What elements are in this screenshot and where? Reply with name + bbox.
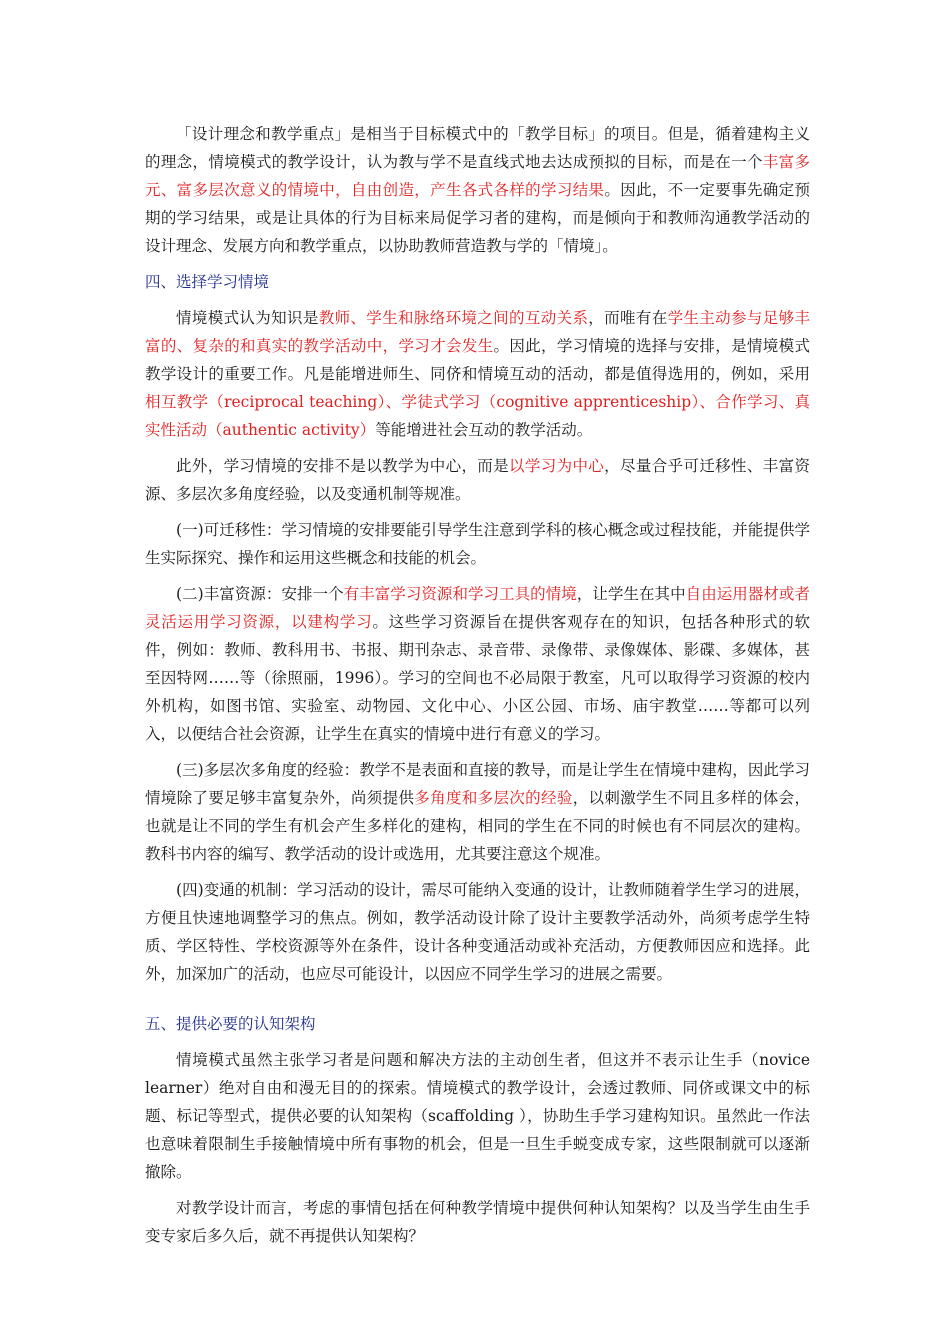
highlighted-text: 有丰富学习资源和学习工具的情境 [343,585,577,603]
paragraph-learning-centered [145,452,810,508]
text-run: 此外，学习情境的安排不是以教学为中心，而是 [176,457,510,475]
highlighted-text: 以学习为中心 [509,457,605,475]
paragraph-knowledge [145,304,810,444]
text-run: ，让学生在其中 [576,585,686,603]
highlighted-text: 丰富多元、富多层次意义的情境中，自由创造，产生各式各样的学习结果 [145,153,810,199]
text-run: 。这些学习资源旨在提供客观存在的知识，包括各种形式的软件，例如：教师、教科用书、书报、期刊杂志、录音带、录像带、录像媒体、影碟、多媒体，甚至因特网……等（徐照丽，1996）。学习的空间也不必局限于教室，凡可以取得学习资源的校内外机构，如图书馆、实验室、动物园、文化中心、小区公园、市场、庙宇教堂……等都可以列入，以便结合社会资源，让学生在真实的情境中进行有意义的学习。 [145,613,810,743]
highlighted-text: 自由运用器材或者灵活运用学习资源，以建构学习 [145,585,810,631]
highlighted-text: 多角度和多层次的经验 [414,789,573,807]
section-heading-5: 五、提供必要的认知架构 [145,1015,316,1033]
highlighted-text: 学生主动参与足够丰富的、复杂的和真实的教学活动中，学习才会发生 [145,309,810,355]
text-run: 对教学设计而言，考虑的事情包括在何种教学情境中提供何种认知架构？以及当学生由生手变专家后多久后，就不再提供认知架构？ [145,1199,810,1245]
highlighted-text: 相互教学（reciprocal teaching）、学徒式学习（cognitive apprenticeship）、合作学习、真实性活动（authentic activity） [145,393,810,439]
text-run: (四)变通的机制：学习活动的设计，需尽可能纳入变通的设计，让教师随着学生学习的进展，方便且快速地调整学习的焦点。例如，教学活动设计除了设计主要教学活动外，尚须考虑学生特质、学区特性、学校资源等外在条件，设计各种变通活动或补充活动，方便教师因应和选择。此外，加深加广的活动，也应尽可能设计，以因应不同学生学习的进展之需要。 [145,881,810,983]
paragraph-design-question [145,1194,810,1250]
text-run: 。因此，不一定要事先确定预期的学习结果，或是让具体的行为目标来局促学习者的建构，而是倾向于和教师沟通教学活动的设计理念、发展方向和教学重点，以协助教师营造教与学的「情境」。 [145,181,810,255]
text-run: ，而唯有在 [588,309,668,327]
text-run: ，尽量合乎可迁移性、丰富资源、多层次多角度经验，以及变通机制等规准。 [145,457,810,503]
paragraph-multi-level [145,756,810,868]
paragraph-design-concept [145,120,810,260]
paragraph-flexibility [145,876,810,988]
text-run: 。因此，学习情境的选择与安排，是情境模式教学设计的重要工作。凡是能增进师生、同侪和情境互动的活动，都是值得选用的，例如，采用 [145,337,810,383]
section-heading-4: 四、选择学习情境 [145,273,270,291]
text-run: 情境模式虽然主张学习者是问题和解决方法的主动创生者，但这并不表示让生手（novice learner）绝对自由和漫无目的的探索。情境模式的教学设计，会透过教师、同侪或课文中的标题、标记等型式，提供必要的认知架构（scaffolding ），协助生手学习建构知识。虽然此一作法也意味着限制生手接触情境中所有事物的机会，但是一旦生手蜕变成专家，这些限制就可以逐渐撤除。 [145,1051,810,1181]
text-run: ，以刺激学生不同且多样的体会，也就是让不同的学生有机会产生多样化的建构，相同的学生在不同的时候也有不同层次的建构。教科书内容的编写、教学活动的设计或选用，尤其要注意这个规准。 [145,789,810,863]
text-run: (二)丰富资源：安排一个 [176,585,344,603]
text-run: 等能增进社会互动的教学活动。 [375,421,593,439]
document-body [145,120,810,1258]
highlighted-text: 教师、学生和脉络环境之间的互动关系 [318,309,589,327]
paragraph-scaffolding [145,1046,810,1186]
paragraph-rich-resources [145,580,810,748]
text-run: (三)多层次多角度的经验：教学不是表面和直接的教导，而是让学生在情境中建构，因此学习情境除了要足够丰富复杂外，尚须提供 [145,761,810,807]
text-run: 情境模式认为知识是 [176,309,319,327]
paragraph-transferability [145,516,810,572]
text-run: 「设计理念和教学重点」是相当于目标模式中的「教学目标」的项目。但是，循着建构主义的理念，情境模式的教学设计，认为教与学不是直线式地去达成预拟的目标，而是在一个 [145,125,810,171]
text-run: (一)可迁移性：学习情境的安排要能引导学生注意到学科的核心概念或过程技能，并能提供学生实际探究、操作和运用这些概念和技能的机会。 [145,521,810,567]
